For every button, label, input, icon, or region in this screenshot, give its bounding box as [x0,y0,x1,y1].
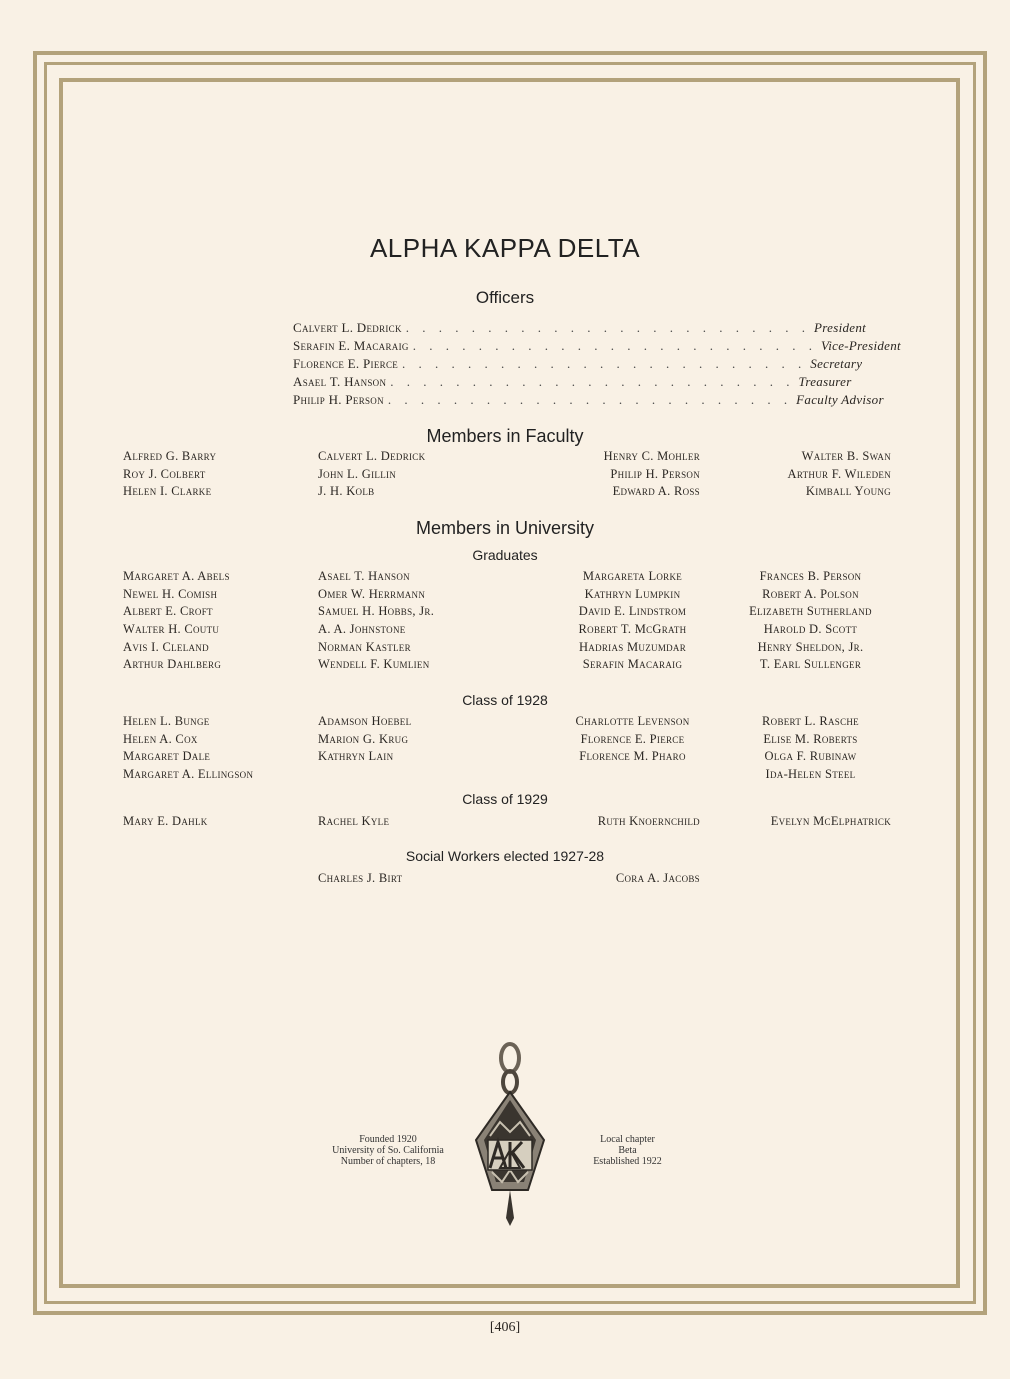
member-name: Wendell F. Kumlien [318,657,430,672]
university-heading: Members in University [415,518,595,538]
member-name: Walter H. Coutu [123,622,220,637]
member-name: Margaret Dale [123,749,211,764]
faculty-heading: Members in Faculty [426,426,584,446]
graduates-heading: Graduates [472,547,538,563]
member-name: Rachel Kyle [318,814,390,828]
graduates-column-1 [123,568,230,674]
graduates-column-4 [730,568,891,674]
page-number: [406] [489,1320,521,1335]
member-name: Margareta Lorke [582,569,683,583]
faculty-column-1 [123,448,216,501]
member-name: J. H. Kolb [318,484,375,499]
member-name: Serafin Macaraig [582,657,683,672]
class-1929-column-4 [730,813,891,831]
member-name: Philip H. Person [610,466,700,481]
officer-row: Florence E. Pierce . . . . . . . . . . . . . . . . . . . . . . . . . Secretary [293,356,863,371]
class-1929-column-3 [560,813,700,831]
member-name: Florence E. Pierce [580,731,685,746]
faculty-column-4 [730,448,891,501]
member-name: Ruth Knoernchild [597,814,700,828]
faculty-column-2 [318,448,425,501]
member-name: Samuel H. Hobbs, Jr. [318,604,435,619]
graduates-column-2 [318,568,434,674]
member-name: Alfred G. Barry [123,449,217,463]
member-name: Robert A. Polson [762,586,859,601]
member-name: Omer W. Herrmann [318,586,426,601]
member-name: Robert T. McGrath [578,622,687,637]
member-name: Norman Kastler [318,639,411,654]
member-name: Walter B. Swan [801,449,891,463]
member-name: Newel H. Comish [123,586,218,601]
member-name: Cora A. Jacobs [615,871,700,885]
member-name: Hadrias Muzumdar [578,639,687,654]
class-1928-column-2 [318,713,411,766]
member-name: Avis I. Cleland [123,639,209,654]
member-name: T. Earl Sullenger [759,657,862,672]
member-name: Helen I. Clarke [123,484,212,499]
officer-row: Asael T. Hanson . . . . . . . . . . . . . . . . . . . . . . . . . Treasurer [293,374,852,389]
member-name: Harold D. Scott [763,622,858,637]
officer-row: Philip H. Person . . . . . . . . . . . . . . . . . . . . . . . . . Faculty Advisor [293,392,884,407]
chapter-info: Local chapter Beta Established 1922 [593,1134,662,1167]
member-name: Evelyn McElphatrick [770,814,891,828]
class-1929-column-2 [318,813,389,831]
social-workers-heading: Social Workers elected 1927-28 [405,848,605,864]
member-name: Marion G. Krug [318,731,409,746]
social-workers-column-1 [318,870,402,888]
member-name: Kathryn Lumpkin [584,586,681,601]
officers-heading: Officers [475,288,535,307]
class-1928-column-3 [540,713,725,766]
class-1928-heading: Class of 1928 [462,692,548,708]
member-name: Edward A. Ross [612,484,700,499]
page-title: ALPHA KAPPA DELTA [369,233,641,263]
member-name: Henry Sheldon, Jr. [757,639,864,654]
class-1928-column-4 [730,713,891,784]
member-name: Helen L. Bunge [123,714,210,728]
member-name: Margaret A. Ellingson [123,767,254,782]
member-name: Kathryn Lain [318,749,394,764]
member-name: David E. Lindstrom [578,604,687,619]
member-name: Roy J. Colbert [123,466,206,481]
class-1928-column-1 [123,713,253,784]
founding-info: Founded 1920 University of So. California Number of chapters, 18 [332,1134,444,1167]
member-name: Frances B. Person [759,569,862,583]
member-name: Helen A. Cox [123,731,198,746]
graduates-column-3 [540,568,725,674]
officers-list [293,320,901,410]
member-name: Arthur F. Wileden [787,466,891,481]
member-name: Ida-Helen Steel [765,767,856,782]
member-name: A. A. Johnstone [318,622,406,637]
member-name: Elise M. Roberts [763,731,858,746]
member-name: Kimball Young [805,484,891,499]
member-name: John L. Gillin [318,466,397,481]
member-name: Henry C. Mohler [603,449,700,463]
member-name: Mary E. Dahlk [123,814,208,828]
member-name: Asael T. Hanson [318,569,410,583]
member-name: Charlotte Levenson [575,714,690,728]
member-name: Charles J. Birt [318,871,403,885]
officer-row: Calvert L. Dedrick . . . . . . . . . . . . . . . . . . . . . . . . . President [293,320,867,335]
class-1929-column-1 [123,813,208,831]
member-name: Calvert L. Dedrick [318,449,426,463]
member-name: Adamson Hoebel [318,714,412,728]
class-1929-heading: Class of 1929 [462,791,548,807]
officer-row: Serafin E. Macaraig . . . . . . . . . . . . . . . . . . . . . . . . . Vice-President [293,338,901,353]
member-name: Arthur Dahlberg [123,657,222,672]
member-name: Margaret A. Abels [123,569,230,583]
member-name: Olga F. Rubinaw [764,749,857,764]
member-name: Florence M. Pharo [579,749,686,764]
social-workers-column-2 [560,870,700,888]
member-name: Robert L. Rasche [762,714,859,728]
member-name: Albert E. Croft [123,604,213,619]
faculty-column-3 [560,448,700,501]
member-name: Elizabeth Sutherland [749,604,872,619]
fraternity-pin-icon [470,1040,550,1232]
